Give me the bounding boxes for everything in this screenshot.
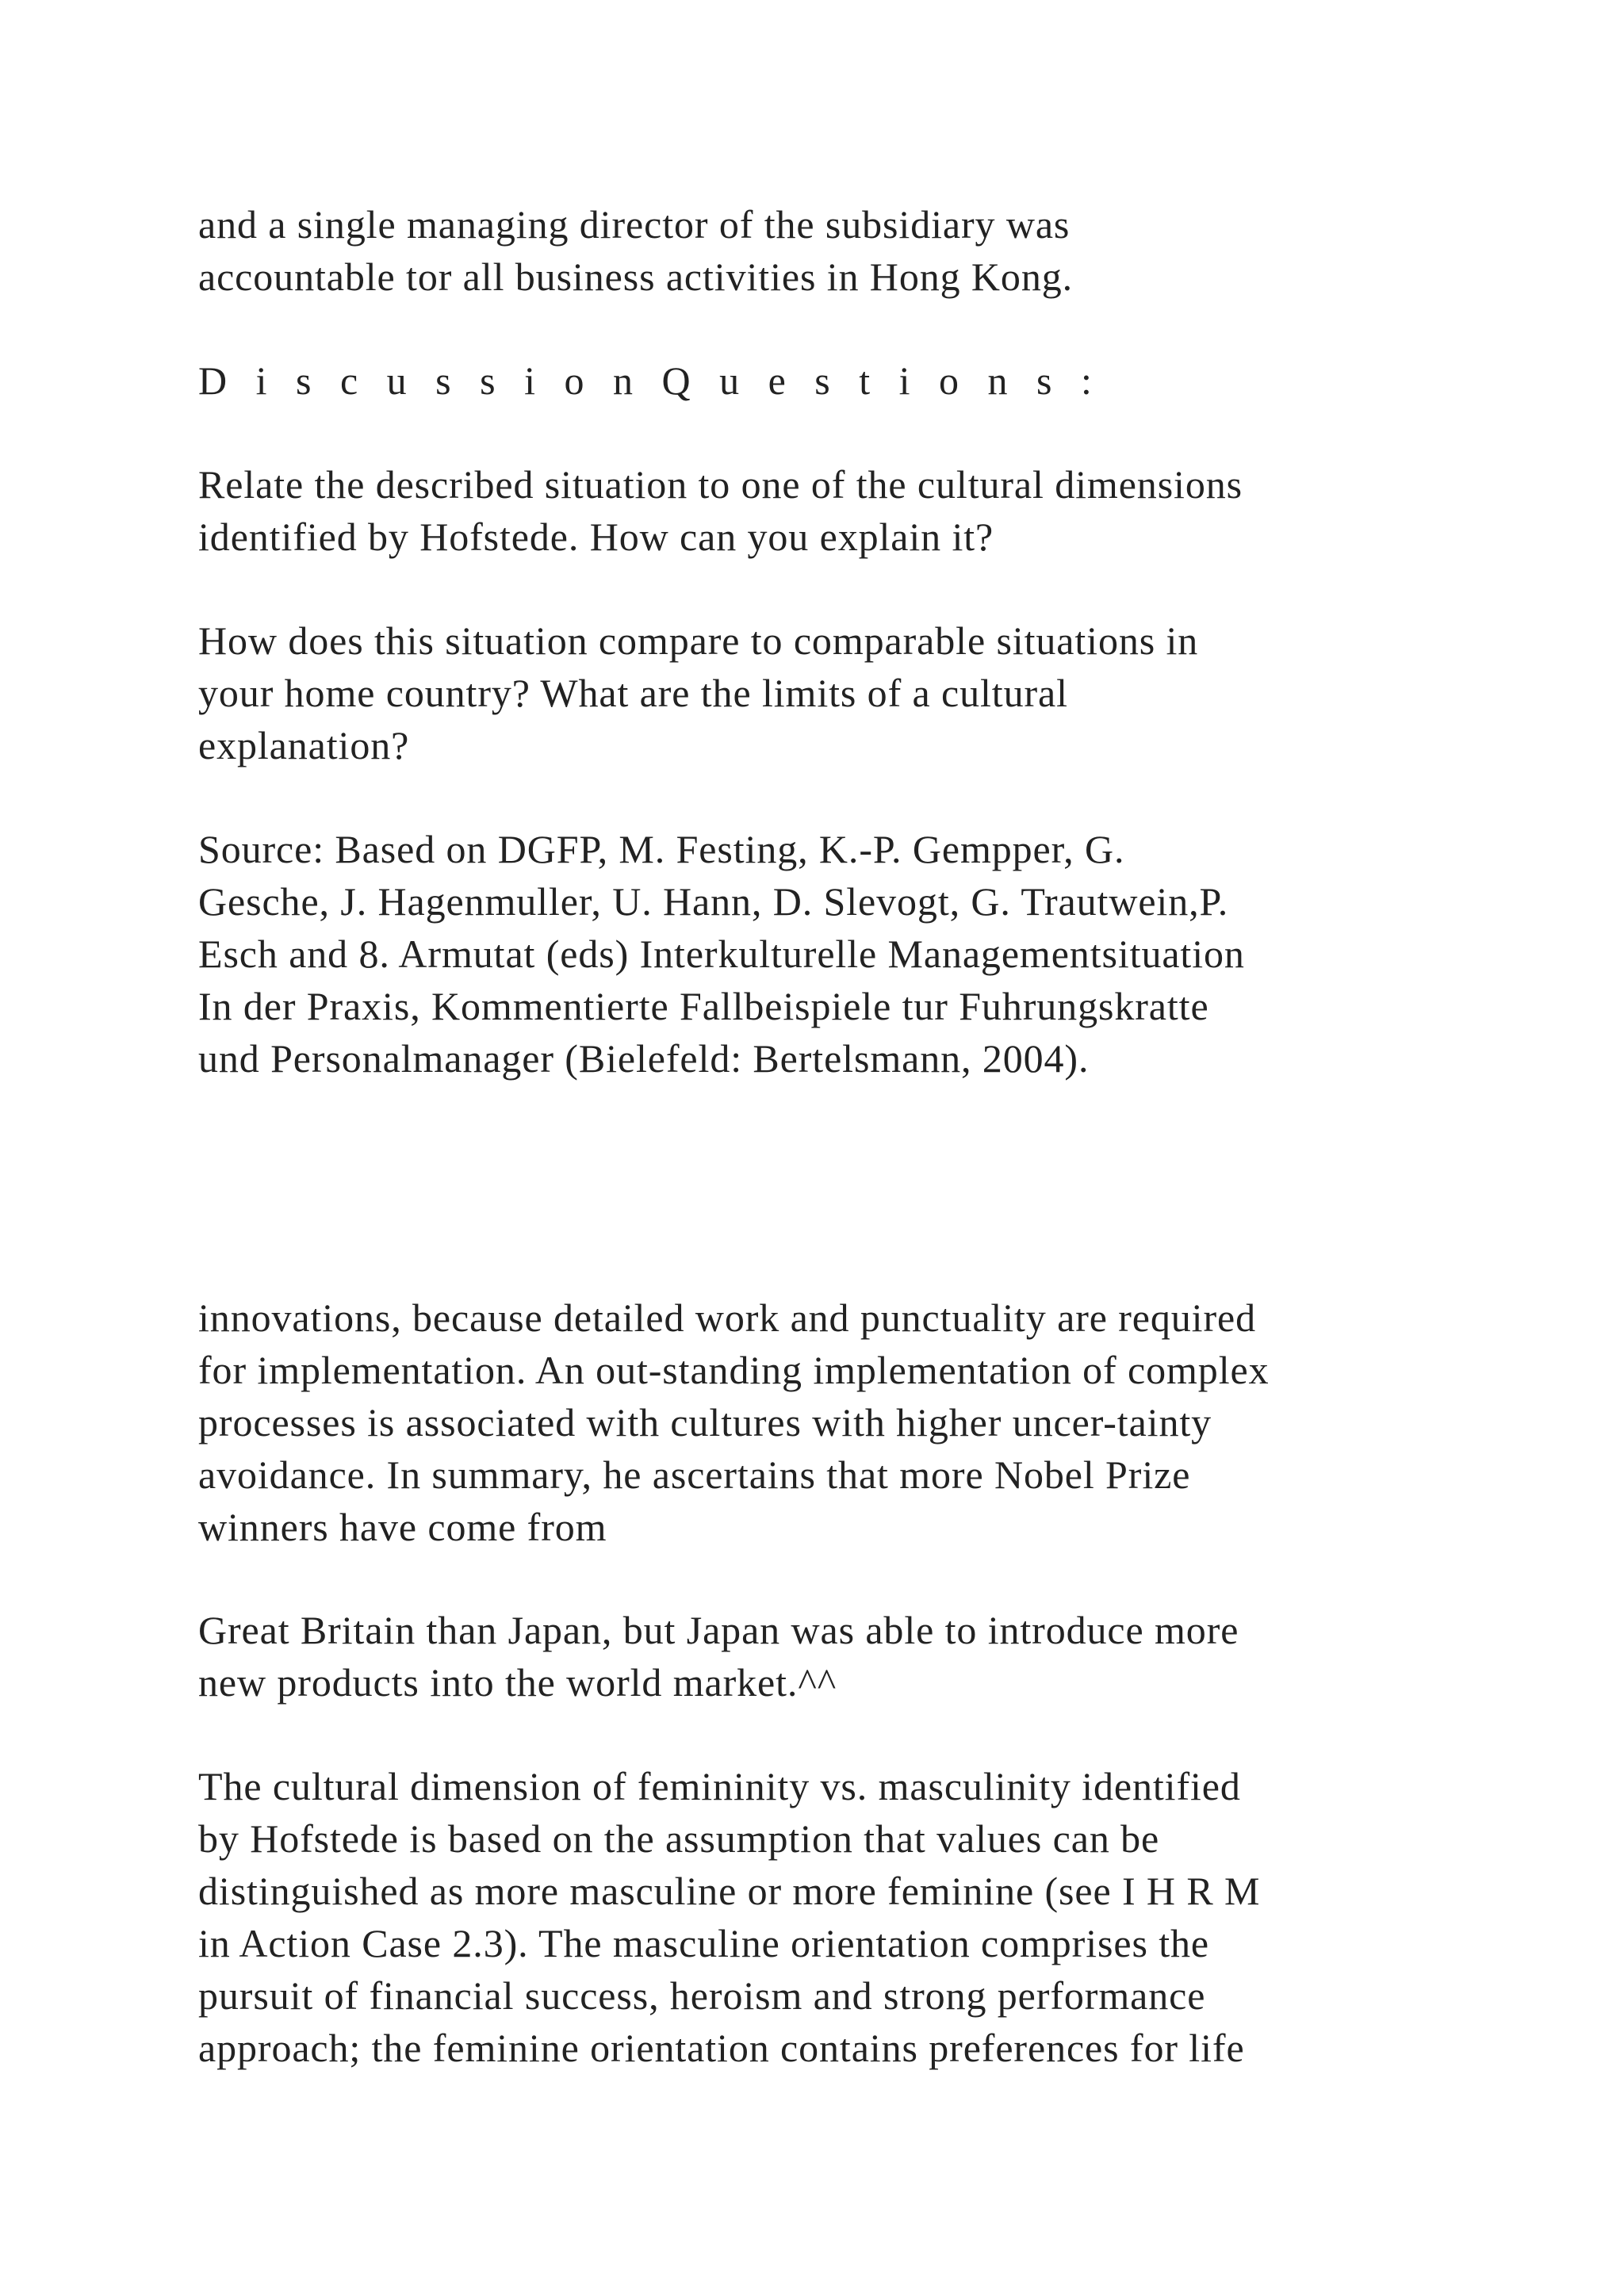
text-line: Relate the described situation to one of the cultural dimensions (198, 462, 1243, 507)
text-line: innovations, because detailed work and punctuality are required (198, 1295, 1257, 1340)
text-line: by Hofstede is based on the assumption that values can be (198, 1816, 1160, 1861)
text-line: pursuit of financial success, heroism and strong performance (198, 1973, 1206, 2018)
text-line: Great Britain than Japan, but Japan was able to introduce more (198, 1608, 1239, 1652)
text-line: new products into the world market.^^ (198, 1660, 837, 1705)
text-line: winners have come from (198, 1505, 607, 1549)
text-line: distinguished as more masculine or more feminine (see I H R M (198, 1869, 1261, 1913)
text-line: for implementation. An out-standing implementation of complex (198, 1348, 1270, 1392)
text-line: The cultural dimension of femininity vs. masculinity identified (198, 1764, 1241, 1808)
text-line: approach; the feminine orientation contains preferences for life (198, 2026, 1245, 2070)
text-line: Source: Based on DGFP, M. Festing, K.-P. Gempper, G. (198, 827, 1125, 871)
text-line: accountable tor all business activities in Hong Kong. (198, 254, 1074, 299)
paragraph-source (198, 823, 1546, 1085)
paragraph-great-britain (198, 1604, 1546, 1709)
text-line: explanation? (198, 723, 410, 767)
text-line: avoidance. In summary, he ascertains that more Nobel Prize (198, 1452, 1191, 1497)
paragraph-femininity (198, 1760, 1546, 2074)
paragraph-innovations (198, 1292, 1546, 1553)
discussion-questions-heading (198, 354, 1546, 407)
text-line: In der Praxis, Kommentierte Fallbeispiele tur Fuhrungskratte (198, 984, 1209, 1028)
text-line: Esch and 8. Armutat (eds) Interkulturelle Managementsituation (198, 932, 1245, 976)
text-line: How does this situation compare to comparable situations in (198, 618, 1199, 663)
text-line: identified by Hofstede. How can you explain it? (198, 515, 994, 559)
paragraph-question-2 (198, 614, 1546, 771)
heading-text: D i s c u s s i o n Q u e s t i o n s : (198, 358, 1101, 403)
text-line: Gesche, J. Hagenmuller, U. Hann, D. Slevogt, G. Trautwein,P. (198, 879, 1229, 924)
paragraph-question-1 (198, 458, 1546, 563)
text-line: in Action Case 2.3). The masculine orientation comprises the (198, 1921, 1210, 1965)
text-line: und Personalmanager (Bielefeld: Bertelsmann, 2004). (198, 1036, 1090, 1081)
paragraph-intro-end (198, 198, 1546, 303)
text-line: your home country? What are the limits of a cultural (198, 671, 1068, 715)
text-line: processes is associated with cultures with higher uncer-tainty (198, 1400, 1212, 1445)
text-line: and a single managing director of the subsidiary was (198, 202, 1071, 247)
